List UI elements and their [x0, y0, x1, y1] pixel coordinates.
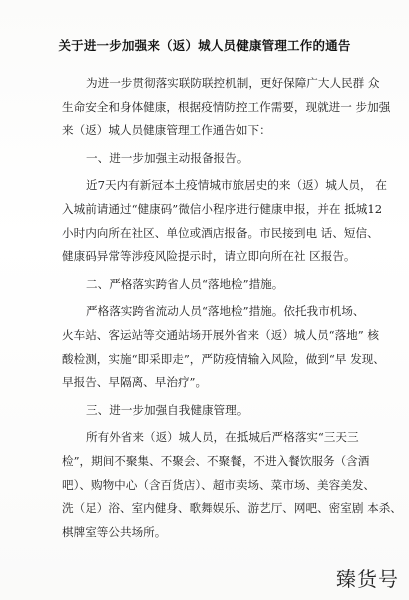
- paragraph-4-line-1: 所有外省来（返）城人员，在抵城后严格落实“三天三: [86, 430, 359, 445]
- paragraph-1-line-2: 生命安全和身体健康，根据疫情防控工作需要，现就进一 步加强: [62, 99, 391, 114]
- paragraph-1-line-1: 为进一步贯彻落实联防联控机制，更好保障广大人民群 众: [86, 76, 380, 90]
- paragraph-4-line-3: 吧）、购物中心（含百货店）、超市卖场、菜市场、美容美发、: [62, 477, 376, 492]
- paragraph-3-line-1: 严格落实跨省流动人员“落地检”措施。依托我市机场、: [86, 304, 365, 319]
- section-heading-1: 一、进一步加强主动报备报告。: [86, 150, 249, 165]
- document-title: 关于进一步加强来（返）城人员健康管理工作的通告: [58, 38, 351, 53]
- paragraph-3-line-4: 早报告、早隔离、早治疗”。: [62, 375, 208, 390]
- section-heading-2: 二、严格落实跨省人员“落地检”措施。: [86, 276, 284, 291]
- paragraph-4-line-2: 检”，期间不聚集、不聚会、不聚餐，不进入餐饮服务（含酒: [62, 453, 370, 468]
- paragraph-4-line-4: 洗（足）浴、室内健身、歌舞娱乐、游艺厅、网吧、密室剧 本杀、: [62, 501, 402, 516]
- paragraph-2-line-1: 近7天内有新冠本土疫情城市旅居史的来（返）城人员， 在: [86, 178, 387, 193]
- paragraph-4-line-5: 棋牌室等公共场所。: [62, 524, 167, 539]
- paragraph-3-line-3: 酸检测，实施“即采即走”，严防疫情输入风险，做到“早 发现、: [62, 351, 385, 366]
- paragraph-2-line-2: 入城前请通过“健康码”微信小程序进行健康申报，并在 抵城12: [62, 201, 383, 216]
- paragraph-2-line-3: 小时内向所在社区、单位或酒店报备。市民接到电 话、短信、: [62, 225, 379, 240]
- document-body: [62, 72, 402, 544]
- paragraph-3-line-2: 火车站、客运站等交通站场开展外省来（返）城人员“落地” 核: [62, 327, 379, 342]
- paragraph-1-line-3: 来（返）城人员健康管理工作通告如下：: [62, 123, 271, 138]
- watermark-logo: 臻货号: [336, 567, 399, 591]
- paragraph-2-line-4: 健康码异常等涉疫风险提示时，请立即向所在社 区报告。: [62, 249, 356, 264]
- section-heading-3: 三、进一步加强自我健康管理。: [86, 402, 249, 417]
